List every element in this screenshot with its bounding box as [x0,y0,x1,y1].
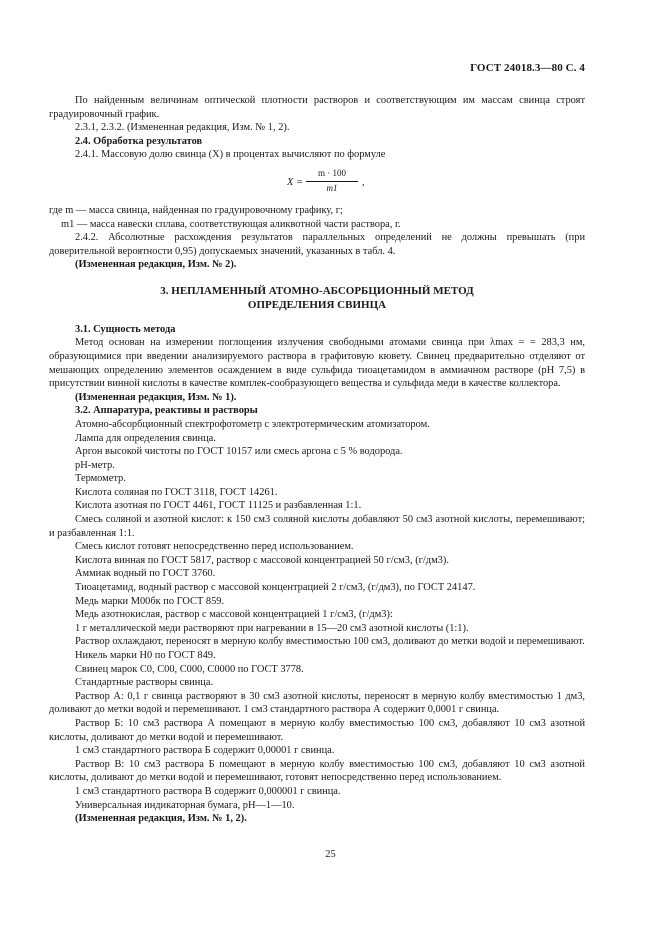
document-body [49,94,585,826]
paragraph: Свинец марок С0, С00, С000, С0000 по ГОСТ 3778. [75,663,304,675]
paragraph: Метод основан на измерении поглощения излучения свободными атомами свинца при λmax = = 283,3 нм, образующимися при введении анализируемого раствора в графитовую кювету. Свинец предварительно отделяют от мешающих определению элементов осаждением в виде сульфида тиоацетамидом в аммиачном растворе (pH 7,5) в присутствии винной кислоты в качестве комплек-сообразующего вещества и сульфида меди в качестве коллектора. [49,337,585,390]
formula [49,166,585,200]
paragraph: Аммиак водный по ГОСТ 3760. [75,568,216,580]
paragraph: Стандартные растворы свинца. [75,677,214,689]
page-header: ГОСТ 24018.3—80 С. 4 [470,62,585,74]
paragraph: Кислота винная по ГОСТ 5817, раствор с массовой концентрацией 50 г/см3, (г/дм3). [75,554,449,566]
formula-fraction [306,168,358,194]
paragraph: Тиоацетамид, водный раствор с массовой концентрацией 2 г/см3, (г/дм3), по ГОСТ 24147. [75,582,476,594]
amendment-note: (Измененная редакция, Изм. № 1, 2). [75,813,247,825]
section-heading: 2.4. Обработка результатов [75,135,203,147]
list-item: Лампа для определения свинца. [75,432,216,444]
section-title [49,284,585,313]
paragraph: 2.4.1. Массовую долю свинца (X) в процентах вычисляют по формуле [75,149,386,161]
paragraph: Никель марки Н0 по ГОСТ 849. [75,650,216,661]
amendment-note: (Измененная редакция, Изм. № 1). [75,391,237,403]
list-item: Термометр. [75,473,126,485]
paragraph: Медь азотнокислая, раствор с массовой концентрацией 1 г/см3, (г/дм3): [75,609,393,621]
list-item: Кислота соляная по ГОСТ 3118, ГОСТ 14261. [75,486,278,498]
list-item: Атомно-абсорбционный спектрофотометр с электротермическим атомизатором. [75,418,430,430]
paragraph: 2.4.2. Абсолютные расхождения результатов параллельных определений не должны превышать (при доверительной вероятности 0,95) допускаемых значений, указанных в табл. 4. [49,232,585,257]
paragraph: По найденным величинам оптической плотности растворов и соответствующим им массам свинца строят градуировочный график. [49,95,585,120]
paragraph: Раствор Б: 10 см3 раствора А помещают в мерную колбу вместимостью 100 см3, добавляют 10 см3 азотной кислоты, доливают до метки водой и перемешивают. [49,717,585,743]
paragraph: Раствор В: 10 см3 раствора Б помещают в мерную колбу вместимостью 100 см3, добавляют 10 см3 азотной кислоты, доливают до метки водой и перемешивают, готовят непосредственно перед использованием. [49,758,585,784]
formula-tail: , [362,176,365,188]
section-title-line: ОПРЕДЕЛЕНИЯ СВИНЦА [247,299,387,312]
paragraph: где m — масса свинца, найденная по градуировочному графику, г; [49,204,343,216]
paragraph: Смесь кислот готовят непосредственно перед использованием. [75,541,354,553]
amendment-note: (Измененная редакция, Изм. № 2). [75,259,237,271]
list-item: Кислота азотная по ГОСТ 4461, ГОСТ 11125 и разбавленная 1:1. [75,500,362,512]
fraction-bar [306,181,358,182]
section-heading: 3.2. Аппаратура, реактивы и растворы [75,405,258,417]
paragraph: 1 см3 стандартного раствора Б содержит 0,00001 г свинца. [75,745,335,757]
paragraph: Медь марки М00бк по ГОСТ 859. [75,595,225,607]
formula-lhs: X = [287,176,303,188]
paragraph: 1 см3 стандартного раствора В содержит 0,000001 г свинца. [75,785,341,797]
formula-numerator: m · 100 [318,167,346,178]
paragraph: 1 г металлической меди растворяют при нагревании в 15—20 см3 азотной кислоты (1:1). [75,622,469,634]
section-heading: 3.1. Сущность метода [75,323,176,335]
paragraph: Раствор А: 0,1 г свинца растворяют в 30 см3 азотной кислоты, переносят в мерную колбу вместимостью 1 дм3, доливают до метки водой и перемешивают. 1 см3 стандартного раствора А содержит 0,0001 г свинца. [49,690,585,716]
list-item: Аргон высокой чистоты по ГОСТ 10157 или смесь аргона с 5 % водорода. [75,446,403,458]
paragraph: Раствор охлаждают, переносят в мерную колбу вместимостью 100 см3, доливают до метки водой и перемешивают. [75,636,585,648]
section-title-line: 3. НЕПЛАМЕННЫЙ АТОМНО-АБСОРБЦИОННЫЙ МЕТОД [160,284,474,297]
formula-denominator: m1 [326,182,338,193]
amendment-note: 2.3.1, 2.3.2. (Измененная редакция, Изм. № 1, 2). [75,122,290,134]
paragraph: m1 — масса навески сплава, соответствующая аликвотной части раствора, г. [61,218,401,230]
list-item: pH-метр. [75,459,115,471]
paragraph: Смесь соляной и азотной кислот: к 150 см3 соляной кислоты добавляют 50 см3 азотной кислоты, перемешивают; и разбавленная 1:1. [49,514,585,539]
paragraph: Универсальная индикаторная бумага, pH—1—10. [75,799,295,811]
page-number: 25 [325,849,336,860]
